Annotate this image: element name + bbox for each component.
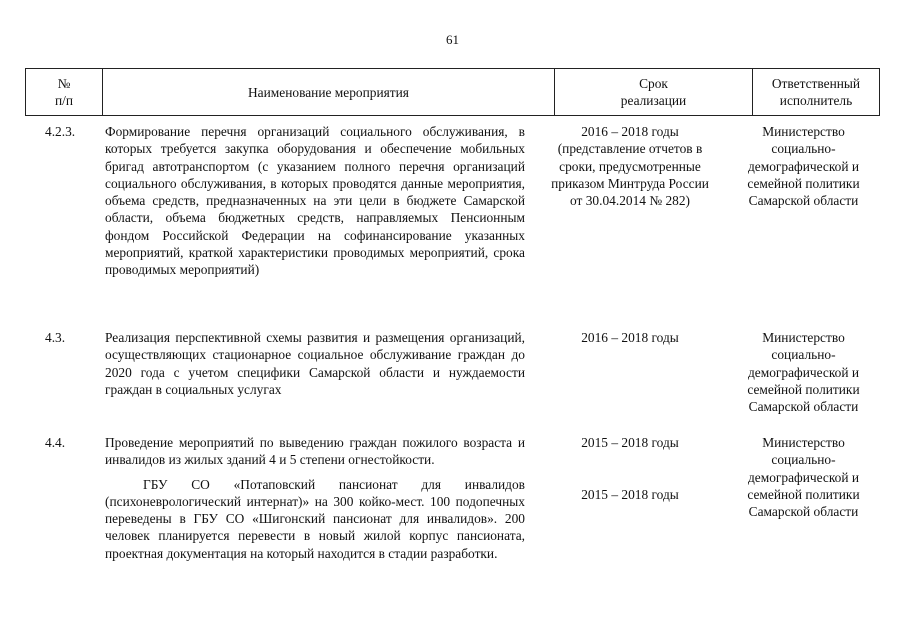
responsible-line: демографической и: [747, 469, 860, 485]
activity-subtext: ГБУ СО «Потаповский пансионат для инвалидов (психоневрологический интернат)» на 300 койко-мест. 100 подопечных переведены в ГБУ СО «Шигонский пансионат для инвалидов». 200 человек планируется перевести в новый жилой корпус пансионата, проектная документация на который находится в стадии разработки.: [105, 476, 525, 561]
responsible-line: Самарской области: [748, 504, 859, 520]
row-term-secondary: [530, 486, 730, 503]
row-term: [530, 329, 730, 346]
row-number: 4.4.: [45, 435, 66, 450]
row-activity-name: [105, 123, 525, 279]
responsible-line: демографической и: [747, 158, 860, 174]
responsible-line: Министерство: [762, 124, 845, 139]
row-number: 4.2.3.: [45, 124, 76, 139]
responsible-line: социально-: [771, 452, 836, 468]
term-line: 2016 – 2018 годы: [581, 124, 679, 139]
term-line: сроки, предусмотренные: [559, 158, 701, 174]
header-responsible-line-2: исполнитель: [779, 93, 853, 108]
responsible-line: социально-: [771, 141, 836, 157]
term-line: 2015 – 2018 годы: [581, 435, 679, 450]
responsible-line: семейной политики: [747, 486, 860, 502]
responsible-line: семейной политики: [747, 175, 860, 191]
responsible-line: семейной политики: [747, 381, 860, 397]
row-activity-name: [105, 434, 525, 562]
activity-text: Реализация перспективной схемы развития и размещения организаций, осуществляющих стационарное социальное обслуживание граждан до 2020 года с учетом специфики Самарской области и нуждаемости граждан в социальных услугах: [105, 330, 525, 397]
row-term: [530, 434, 730, 451]
header-responsible-line-1: Ответственный: [771, 76, 861, 91]
responsible-line: Министерство: [762, 330, 845, 345]
row-number: 4.3.: [45, 330, 66, 345]
header-activity-name: Наименование мероприятия: [102, 69, 554, 115]
term-line: от 30.04.2014 № 282): [570, 193, 690, 209]
row-responsible: [731, 329, 876, 415]
row-responsible: [731, 434, 876, 520]
responsible-line: Министерство: [762, 435, 845, 450]
header-number-line-2: п/п: [54, 93, 74, 108]
responsible-line: демографической и: [747, 364, 860, 380]
row-activity-name: [105, 329, 525, 398]
table-header: [25, 68, 880, 116]
header-term-line-1: Срок: [639, 76, 668, 91]
term-line: 2015 – 2018 годы: [581, 487, 679, 502]
header-number-line-1: №: [57, 76, 71, 91]
header-term-line-2: реализации: [620, 93, 687, 108]
header-number: [26, 69, 102, 115]
activity-text: Формирование перечня организаций социального обслуживания, в которых требуется закупка оборудования и обеспечение мобильных бригад автотранспортом (с указанием полного перечня организаций социального обслуживания, в которых проводятся данные мероприятия, объема средств, предназначенных на эти цели в бюджете Самарской области, объема бюджетных средств, направляемых Пенсионным фондом Российской Федерации на софинансирование указанных мероприятий, краткой характеристики проводимых мероприятий, срока проводимых мероприятий): [105, 124, 525, 278]
responsible-line: социально-: [771, 347, 836, 363]
term-line: (представление отчетов в: [557, 141, 703, 157]
row-responsible: [731, 123, 876, 209]
row-term: [530, 123, 730, 209]
activity-text: Проведение мероприятий по выведению граждан пожилого возраста и инвалидов из жилых зданий 4 и 5 степени огнестойкости.: [105, 435, 525, 468]
header-responsible: [752, 69, 879, 115]
page-number: 61: [446, 32, 459, 47]
header-term: [554, 69, 752, 115]
responsible-line: Самарской области: [748, 399, 859, 415]
term-line: 2016 – 2018 годы: [581, 330, 679, 345]
term-line: приказом Минтруда России: [551, 175, 709, 191]
responsible-line: Самарской области: [748, 193, 859, 209]
